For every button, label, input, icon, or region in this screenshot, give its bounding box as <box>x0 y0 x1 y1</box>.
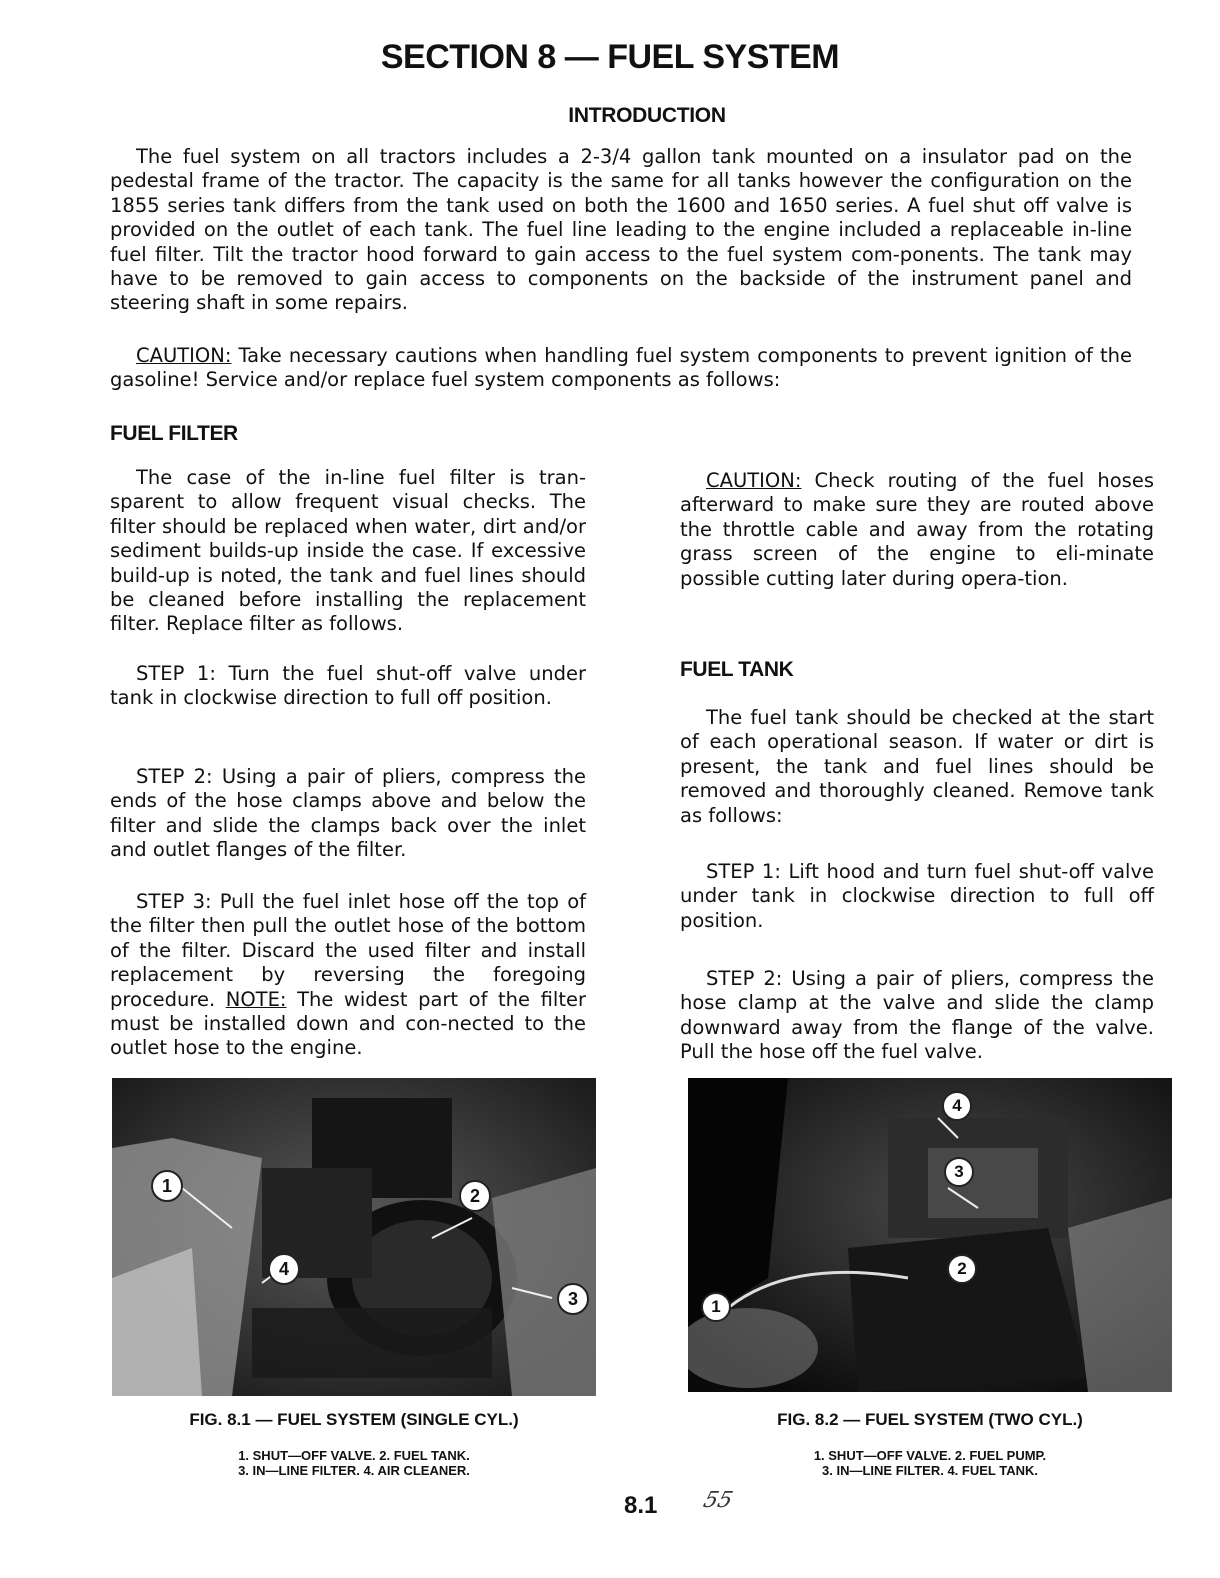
fig-8-1-caption: FIG. 8.1 — FUEL SYSTEM (SINGLE CYL.) <box>189 1410 519 1429</box>
fuel-tank-step1: STEP 1: Lift hood and turn fuel shut-off valve under tank in clockwise direction to full off position. <box>680 860 1154 932</box>
introduction-body: The fuel system on all tractors includes a 2-3/4 gallon tank mounted on a insulator pad on the pedestal frame of the tractor. The capacity is the same for all tanks however the configuration on the 1855 series tank differs from the tank used on both the 1600 and 1650 series. A fuel shut off valve is provided on the outlet of each tank. The fuel line leading to the engine included a replaceable in-line fuel filter. Tilt the tractor hood forward to gain access to the fuel system com-ponents. The tank may have to be removed to gain access to components on the backside of the instrument panel and steering shaft in some repairs. <box>110 145 1132 315</box>
caution-label: CAUTION: <box>136 344 232 367</box>
page-number: 8.1 <box>624 1492 658 1519</box>
fig-8-2-callout-4: 4 <box>942 1091 972 1121</box>
introduction-caution <box>110 344 1132 393</box>
fig-8-1-callout-3: 3 <box>557 1283 589 1315</box>
fuel-hose-caution <box>680 469 1154 591</box>
fig-8-2-callout-3: 3 <box>944 1157 974 1187</box>
fig-8-2-callout-1: 1 <box>701 1292 731 1322</box>
fig-8-2-illustration <box>688 1078 1172 1392</box>
note-label: NOTE: <box>225 987 287 1011</box>
fig-8-2-legend-line1: 1. SHUT—OFF VALVE. 2. FUEL PUMP. <box>813 1448 1047 1463</box>
fig-8-2-caption: FIG. 8.2 — FUEL SYSTEM (TWO CYL.) <box>777 1410 1083 1429</box>
fig-8-2-callout-2: 2 <box>947 1254 977 1284</box>
fig-8-1-legend-line2: 3. IN—LINE FILTER. 4. AIR CLEANER. <box>238 1463 470 1478</box>
fig-8-2-legend-line2: 3. IN—LINE FILTER. 4. FUEL TANK. <box>822 1463 1038 1478</box>
step3-text: STEP 3: Pull the fuel inlet hose off the top of the filter then pull the outlet hose of the bottom of the filter. Discard the used filter and install replacement by reversing the foregoing procedure. <box>110 890 586 1011</box>
fuel-filter-heading: FUEL FILTER <box>110 422 238 445</box>
caution-text: Take necessary cautions when handling fuel system components to prevent ignition of the gasoline! Service and/or replace fuel system components as follows: <box>110 344 1132 392</box>
fuel-filter-step2: STEP 2: Using a pair of pliers, compress the ends of the hose clamps above and below the filter and slide the clamps back over the inlet and outlet flanges of the filter. <box>110 765 586 862</box>
fig-8-1-callout-4: 4 <box>268 1253 300 1285</box>
step3-note: The widest part of the filter must be installed down and con-nected to the outlet hose to the engine. <box>110 987 586 1060</box>
fig-8-1-callout-2: 2 <box>459 1180 491 1212</box>
caution-label: CAUTION: <box>706 469 802 492</box>
fuel-filter-step1: STEP 1: Turn the fuel shut-off valve under tank in clockwise direction to full off position. <box>110 662 586 710</box>
fuel-tank-intro: The fuel tank should be checked at the start of each operational season. If water or dirt is present, the tank and fuel lines should be removed and thoroughly cleaned. Remove tank as follows: <box>680 706 1154 827</box>
section-title: SECTION 8 — FUEL SYSTEM <box>380 38 840 76</box>
fuel-tank-step2: STEP 2: Using a pair of pliers, compress the hose clamp at the valve and slide the clamp downward away from the flange of the valve. Pull the hose off the fuel valve. <box>680 967 1154 1064</box>
fig-8-1-callout-1: 1 <box>151 1170 183 1202</box>
handwritten-page-mark: 55 <box>700 1488 736 1513</box>
fuel-filter-intro: The case of the in-line fuel filter is tran-sparent to allow frequent visual checks. The filter should be replaced when water, dirt and/or sediment builds-up inside the case. If excessive build-up is noted, the tank and fuel lines should be cleaned before installing the replacement filter. Replace filter as follows. <box>110 466 586 636</box>
fig-8-1-illustration <box>112 1078 596 1396</box>
fig-8-2-photo <box>688 1078 1172 1392</box>
fig-8-1-photo <box>112 1078 596 1396</box>
fuel-filter-step3 <box>110 890 586 1061</box>
introduction-heading: INTRODUCTION <box>568 104 726 127</box>
fig-8-1-legend-line1: 1. SHUT—OFF VALVE. 2. FUEL TANK. <box>238 1448 470 1463</box>
fuel-tank-heading: FUEL TANK <box>680 658 794 681</box>
caution-text: Check routing of the fuel hoses afterward to make sure they are routed above the throttle cable and away from the rotating grass screen of the engine to eli-minate possible cutting later during opera-tion. <box>680 469 1154 590</box>
